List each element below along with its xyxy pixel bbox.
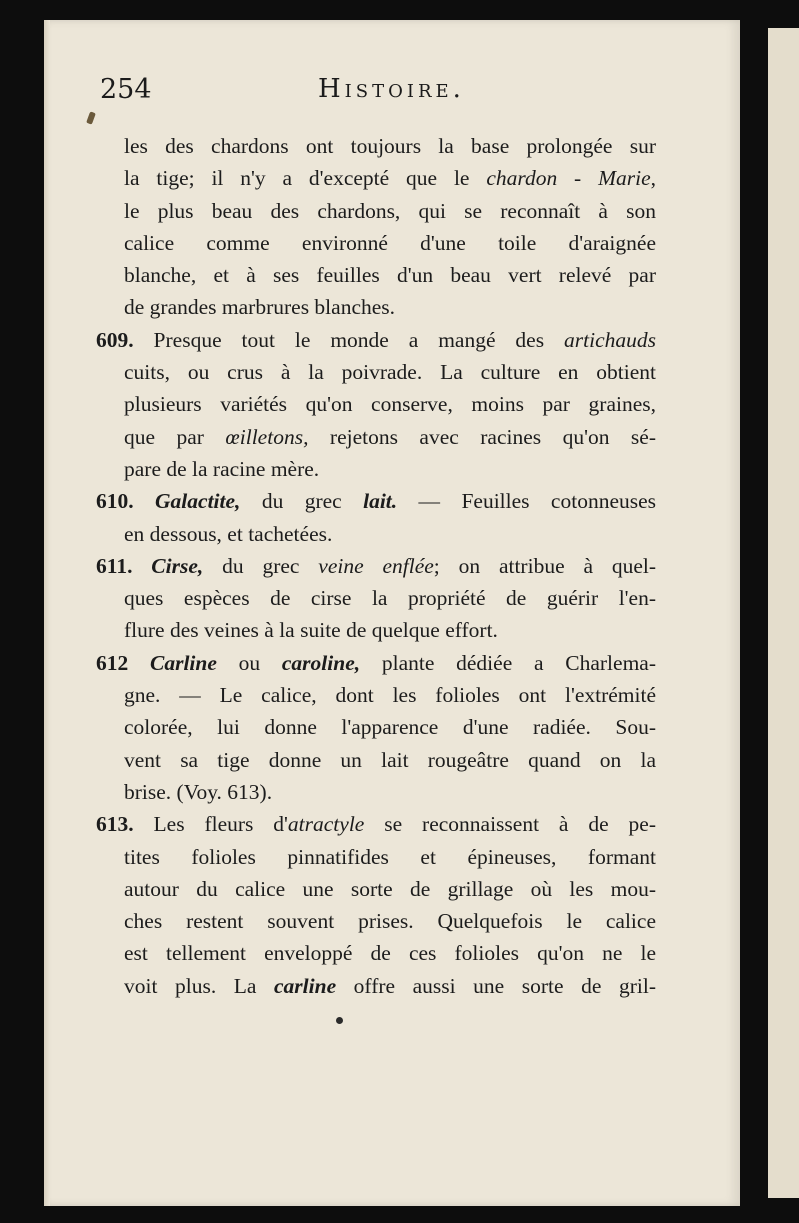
text-line: en dessous, et tachetées. [124,521,333,546]
text-line: les des chardons ont toujours la base prolongée sur [124,134,656,158]
text-line: gne. — Le calice, dont les folioles ont l'extrémité [124,683,656,708]
entry-number: 613. [96,812,134,837]
text-line: 611. Cirse, du grec veine enflée; on attribue à quel- [96,553,657,578]
text-line: voit plus. La carline offre aussi une sorte de gril- [124,973,656,998]
facing-page-edge [768,28,799,1198]
text-line: flure des veines à la suite de quelque effort. [124,618,498,643]
running-title: Histoire. [318,74,465,104]
text-line: plusieurs variétés qu'on conserve, moins par graines, [124,392,656,417]
text-line: calice comme environné d'une toile d'araignée [124,230,656,255]
entry-number: 609. [96,327,134,352]
text-line: ches restent souvent prises. Quelquefois le calice [124,909,656,934]
page-header [100,74,640,114]
entry-number: 611. [96,553,133,578]
text-line: colorée, lui donne l'apparence d'une radiée. Sou- [124,715,656,740]
page-number: 254 [100,74,152,105]
text-line: autour du calice une sorte de grillage où les mou- [124,876,656,901]
text-line: 609. Presque tout le monde a mangé des artichauds [96,327,656,352]
text-line: le plus beau des chardons, qui se reconnaît à son [124,198,656,223]
text-line: tites folioles pinnatifides et épineuses, formant [124,844,656,869]
text-line: brise. (Voy. 613). [124,779,273,804]
text-line: 613. Les fleurs d'atractyle se reconnaissent à de pe- [96,812,656,837]
text-line: pare de la racine mère. [124,456,320,481]
text-line: est tellement enveloppé de ces folioles qu'on ne le [124,941,656,966]
text-line: blanche, et à ses feuilles d'un beau vert relevé par [124,263,656,288]
text-line: 610. Galactite, du grec lait. — Feuilles cotonneuses [96,489,657,514]
text-line: vent sa tige donne un lait rougeâtre quand on la [124,747,656,772]
signature-mark [336,1017,343,1024]
body-text [96,130,656,1002]
text-line: cuits, ou crus à la poivrade. La culture en obtient [124,360,656,385]
text-line: ques espèces de cirse la propriété de guérir l'en- [124,586,656,611]
text-line: de grandes marbrures blanches. [124,295,396,320]
text-line: la tige; il n'y a d'excepté que le chardon - Marie, [124,166,656,191]
entry-number: 610. [96,489,134,514]
entry-number: 612 [96,650,129,675]
text-line: que par œilletons, rejetons avec racines qu'on sé- [124,424,656,449]
text-line: 612 Carline ou caroline, plante dédiée a Charlema- [96,650,657,675]
